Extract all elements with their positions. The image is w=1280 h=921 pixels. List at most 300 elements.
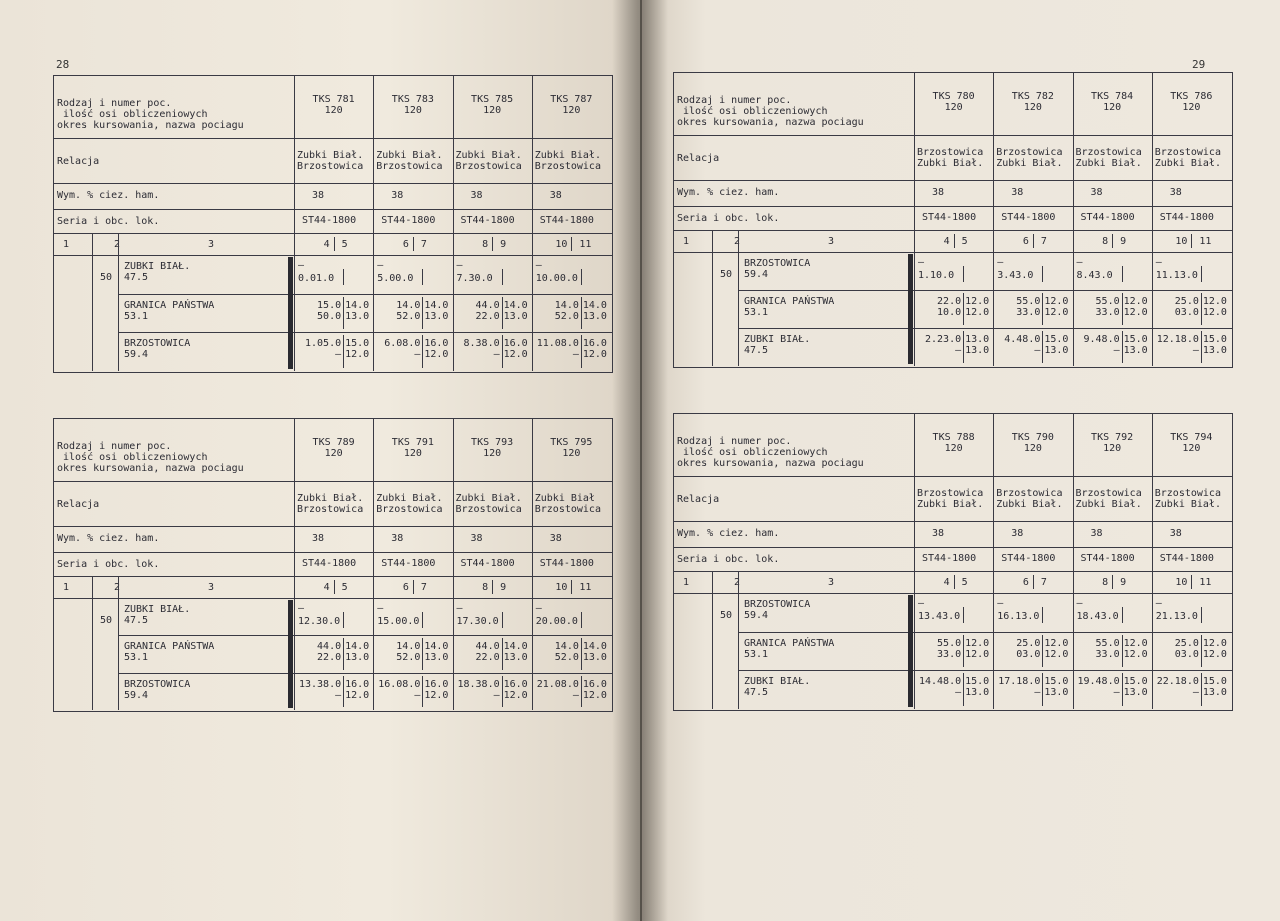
row-rule [54, 209, 612, 210]
relation-to: Brzostowica [534, 161, 601, 172]
col-rule [1033, 575, 1034, 589]
time-value: 7.30.0 [456, 273, 493, 284]
time-rule [1122, 673, 1123, 706]
relation-from: Brzostowica [1154, 147, 1221, 158]
time-rule [963, 673, 964, 706]
row-rule [54, 233, 612, 234]
time-value: 6.08.0 [384, 338, 421, 350]
relation-to: Brzostowica [376, 161, 443, 172]
time-value: 14.0 [345, 299, 370, 311]
time-value: 12.0 [1123, 637, 1148, 649]
time-value: 55.0 [1095, 296, 1120, 307]
col-number: 10 [555, 582, 568, 593]
brake-value: 38 [1011, 187, 1024, 198]
time-value: 18.43.0 [1076, 611, 1119, 622]
relation-from: Zubki Biał. [455, 150, 522, 161]
header-line: ilość osi obliczeniowych [683, 106, 828, 117]
station-rule [738, 290, 1232, 291]
time-value: – [572, 349, 579, 361]
relation-from: Zubki Biał. [376, 150, 443, 161]
brake-label: Wym. % ciez. ham. [677, 187, 780, 198]
col-rule [118, 233, 119, 371]
time-value: 13.0 [1123, 345, 1148, 356]
train-axles: 120 [483, 448, 502, 459]
time-value: 14.0 [345, 641, 370, 653]
col-number: 2 [113, 582, 121, 593]
time-dash: – [997, 257, 1004, 268]
train-axles: 120 [403, 448, 422, 459]
page-number: 29 [1192, 58, 1206, 71]
train-axles: 120 [1023, 102, 1042, 113]
relation-label: Relacja [677, 494, 720, 505]
time-value: 52.0 [396, 652, 421, 664]
time-value: 13.0 [1202, 687, 1227, 699]
time-value: 44.0 [317, 641, 342, 653]
train-axles: 120 [1182, 102, 1201, 113]
time-value: – [1113, 687, 1120, 699]
col-number: 5 [341, 582, 348, 593]
time-rule [422, 269, 423, 285]
train-number: TKS 793 [471, 437, 514, 448]
row-rule [54, 481, 612, 482]
col-rule [954, 234, 955, 248]
time-rule [1122, 607, 1123, 623]
time-value: 11.08.0 [536, 338, 579, 350]
time-rule [1201, 607, 1202, 623]
time-value: – [493, 689, 500, 701]
time-value: 13.0 [424, 652, 449, 664]
loco-value: ST44-1800 [539, 558, 594, 569]
row-rule [54, 552, 612, 553]
brake-value: 38 [549, 190, 562, 201]
time-value: 12.0 [582, 689, 607, 701]
time-rule [1201, 331, 1202, 363]
time-value: 12.0 [1202, 307, 1227, 318]
train-axles: 120 [1023, 443, 1042, 454]
relation-label: Relacja [57, 156, 100, 167]
station-km: 53.1 [744, 648, 769, 660]
time-value: 12.0 [1044, 637, 1069, 649]
time-value: 12.0 [424, 349, 449, 361]
km-marker: 50 [720, 269, 733, 280]
train-number: TKS 789 [312, 437, 355, 448]
train-axles: 120 [1182, 443, 1201, 454]
col-rule [294, 76, 295, 371]
time-value: 10.00.0 [535, 273, 578, 284]
col-rule [492, 580, 493, 594]
row-rule [674, 593, 1232, 594]
time-value: 12.0 [1202, 648, 1227, 660]
station-name: BRZOSTOWICA [744, 599, 811, 610]
time-value: 12.0 [965, 648, 990, 660]
time-value: 12.0 [1202, 637, 1227, 649]
col-number: 3 [207, 239, 215, 250]
time-dash: – [298, 260, 305, 271]
col-number: 4 [323, 239, 330, 250]
header-line: Rodzaj i numer poc. [57, 98, 172, 109]
loco-value: ST44-1800 [302, 558, 357, 569]
time-value: 52.0 [554, 652, 579, 664]
time-value: 15.00.0 [377, 616, 420, 627]
km-marker: 50 [100, 615, 113, 626]
brake-value: 38 [1090, 528, 1103, 539]
col-rule [571, 580, 572, 594]
time-value: – [572, 689, 579, 701]
time-dash: – [918, 257, 925, 268]
brake-value: 38 [391, 533, 404, 544]
station-name: GRANICA PAŃSTWA [744, 637, 835, 649]
loco-value: ST44-1800 [381, 215, 436, 226]
train-number: TKS 783 [391, 94, 434, 105]
header-line: ilość osi obliczeniowych [63, 452, 208, 463]
col-rule [1191, 575, 1192, 589]
timetable [53, 418, 613, 712]
brake-value: 38 [470, 533, 483, 544]
series-label: Seria i obc. lok. [57, 216, 160, 227]
book-gutter [612, 0, 668, 921]
relation-from: Zubki Biał. [376, 493, 443, 504]
time-value: 1.05.0 [305, 338, 342, 350]
brake-value: 38 [1169, 528, 1182, 539]
col-number: 2 [113, 239, 121, 250]
time-rule [1201, 673, 1202, 706]
time-value: 1.10.0 [918, 270, 955, 281]
col-number: 1 [682, 577, 690, 588]
time-value: 16.0 [424, 678, 449, 690]
time-rule [422, 638, 423, 669]
row-rule [674, 521, 1232, 522]
time-value: – [335, 689, 342, 701]
time-value: 3.43.0 [997, 270, 1034, 281]
ruling-bar [288, 600, 293, 708]
station-name: BRZOSTOWICA [124, 338, 191, 350]
col-number: 1 [62, 239, 70, 250]
col-number: 6 [402, 239, 409, 250]
time-rule [581, 612, 582, 628]
time-value: 03.0 [1174, 307, 1199, 318]
time-dash: – [298, 603, 305, 614]
time-value: 14.0 [582, 299, 607, 311]
time-value: 13.38.0 [298, 678, 342, 690]
time-value: 03.0 [1174, 648, 1199, 660]
time-rule [1122, 293, 1123, 325]
time-value: 14.0 [503, 641, 528, 653]
relation-to: Brzostowica [297, 504, 364, 515]
time-value: 14.0 [396, 299, 421, 311]
relation-from: Brzostowica [996, 488, 1063, 499]
relation-from: Zubki Biał. [455, 493, 522, 504]
time-rule [502, 612, 503, 628]
col-number: 5 [961, 577, 968, 588]
time-value: – [414, 349, 421, 361]
time-value: 0.01.0 [298, 273, 335, 284]
time-value: 12.0 [503, 349, 528, 361]
header-line: okres kursowania, nazwa pociagu [57, 463, 244, 474]
col-number: 5 [341, 239, 348, 250]
time-value: 12.0 [1123, 648, 1148, 660]
time-value: 50.0 [317, 310, 342, 322]
relation-from: Brzostowica [1075, 488, 1142, 499]
station-km: 53.1 [124, 310, 149, 322]
col-rule [453, 419, 454, 710]
timetable [673, 413, 1233, 711]
time-rule [963, 266, 964, 282]
train-axles: 120 [562, 448, 581, 459]
col-rule [453, 76, 454, 371]
header-line: okres kursowania, nazwa pociagu [677, 458, 864, 469]
train-number: TKS 782 [1011, 91, 1054, 102]
time-dash: – [1076, 257, 1083, 268]
time-dash: – [1076, 598, 1083, 609]
row-rule [54, 255, 612, 256]
time-value: 13.0 [345, 310, 370, 322]
time-value: 33.0 [1095, 648, 1120, 660]
train-axles: 120 [324, 105, 343, 116]
col-rule [92, 233, 93, 371]
loco-value: ST44-1800 [460, 215, 515, 226]
station-km: 53.1 [744, 307, 769, 318]
col-number: 9 [1120, 236, 1127, 247]
station-name: BRZOSTOWICA [124, 678, 191, 690]
train-axles: 120 [1103, 102, 1122, 113]
time-rule [502, 335, 503, 368]
relation-from: Brzostowica [996, 147, 1063, 158]
row-rule [674, 180, 1232, 181]
header-line: okres kursowania, nazwa pociagu [57, 120, 244, 131]
time-value: 15.0 [345, 338, 370, 350]
row-rule [674, 547, 1232, 548]
brake-value: 38 [1169, 187, 1182, 198]
train-number: TKS 781 [312, 94, 355, 105]
time-rule [422, 676, 423, 707]
col-rule [118, 576, 119, 710]
station-name: GRANICA PAŃSTWA [744, 296, 835, 307]
time-rule [1201, 293, 1202, 325]
time-value: 22.18.0 [1156, 676, 1199, 688]
loco-value: ST44-1800 [1001, 212, 1056, 223]
time-value: 25.0 [1016, 637, 1041, 649]
time-value: 11.13.0 [1155, 270, 1198, 281]
station-rule [118, 332, 612, 333]
loco-value: ST44-1800 [460, 558, 515, 569]
time-value: 15.0 [965, 676, 990, 688]
page-number: 28 [56, 58, 70, 71]
time-rule [581, 638, 582, 669]
series-label: Seria i obc. lok. [57, 559, 160, 570]
time-rule [343, 335, 344, 368]
km-marker: 50 [100, 272, 113, 283]
time-value: 21.13.0 [1155, 611, 1198, 622]
relation-to: Brzostowica [297, 161, 364, 172]
time-value: 25.0 [1174, 637, 1199, 649]
time-value: 2.23.0 [925, 334, 962, 345]
station-rule [738, 328, 1232, 329]
relation-from: Brzostowica [1075, 147, 1142, 158]
time-value: 13.0 [965, 687, 990, 699]
col-number: 4 [323, 582, 330, 593]
train-number: TKS 787 [550, 94, 593, 105]
time-dash: – [377, 603, 384, 614]
col-number: 11 [579, 239, 592, 250]
station-km: 59.4 [744, 269, 769, 280]
time-value: 14.0 [424, 641, 449, 653]
relation-from: Zubki Biał. [534, 150, 601, 161]
col-rule [1112, 234, 1113, 248]
loco-value: ST44-1800 [1080, 553, 1135, 564]
time-value: 14.0 [396, 641, 421, 653]
time-value: 16.0 [582, 678, 607, 690]
relation-to: Brzostowica [376, 504, 443, 515]
col-rule [571, 237, 572, 251]
col-number: 3 [207, 582, 215, 593]
time-dash: – [997, 598, 1004, 609]
col-rule [373, 419, 374, 710]
relation-from: Zubki Biał. [297, 493, 364, 504]
time-rule [1201, 266, 1202, 282]
brake-value: 38 [312, 190, 325, 201]
time-value: 13.0 [503, 310, 528, 322]
train-axles: 120 [1103, 443, 1122, 454]
col-number: 1 [62, 582, 70, 593]
time-value: 12.0 [1044, 307, 1069, 318]
time-value: 15.0 [1202, 676, 1227, 688]
time-rule [963, 635, 964, 668]
relation-label: Relacja [57, 499, 100, 510]
brake-value: 38 [932, 528, 945, 539]
row-rule [674, 206, 1232, 207]
relation-to: Brzostowica [455, 161, 522, 172]
time-rule [422, 335, 423, 368]
time-value: 44.0 [475, 641, 500, 653]
row-rule [54, 183, 612, 184]
time-dash: – [456, 603, 463, 614]
train-axles: 120 [403, 105, 422, 116]
row-rule [674, 476, 1232, 477]
relation-to: Zubki Biał. [1075, 499, 1142, 510]
time-value: 16.13.0 [997, 611, 1040, 622]
time-value: 16.0 [345, 678, 370, 690]
station-rule [738, 670, 1232, 671]
col-number: 7 [420, 582, 427, 593]
station-name: GRANICA PAŃSTWA [124, 641, 215, 653]
time-value: 12.0 [965, 637, 990, 649]
brake-value: 38 [1011, 528, 1024, 539]
time-value: 14.48.0 [918, 676, 962, 688]
time-rule [502, 638, 503, 669]
train-axles: 120 [944, 102, 963, 113]
col-rule [738, 230, 739, 366]
station-rule [118, 673, 612, 674]
col-rule [532, 419, 533, 710]
series-label: Seria i obc. lok. [677, 554, 780, 565]
time-value: – [955, 345, 962, 356]
col-number: 7 [1040, 236, 1047, 247]
loco-value: ST44-1800 [302, 215, 357, 226]
time-value: 13.0 [424, 310, 449, 322]
time-value: 33.0 [937, 648, 962, 660]
col-rule [712, 230, 713, 366]
station-km: 59.4 [124, 689, 149, 701]
ruling-bar [908, 595, 913, 707]
time-rule [1042, 266, 1043, 282]
train-number: TKS 790 [1011, 432, 1054, 443]
series-label: Seria i obc. lok. [677, 213, 780, 224]
train-number: TKS 784 [1091, 91, 1134, 102]
km-marker: 50 [720, 610, 733, 621]
col-rule [1112, 575, 1113, 589]
time-value: – [493, 349, 500, 361]
time-value: 18.38.0 [457, 678, 500, 690]
row-rule [674, 135, 1232, 136]
time-value: 14.0 [424, 299, 449, 311]
col-number: 6 [1022, 236, 1029, 247]
relation-to: Zubki Biał. [1154, 158, 1221, 169]
ruling-bar [908, 254, 913, 364]
time-value: 12.0 [503, 689, 528, 701]
time-value: 52.0 [396, 310, 421, 322]
row-rule [54, 526, 612, 527]
row-rule [674, 230, 1232, 231]
station-name: ZUBKI BIAŁ. [744, 676, 811, 688]
time-value: 13.0 [1123, 687, 1148, 699]
col-number: 1 [682, 236, 690, 247]
row-rule [54, 576, 612, 577]
col-number: 8 [482, 582, 489, 593]
time-value: 16.08.0 [378, 678, 421, 690]
col-number: 4 [943, 236, 950, 247]
relation-from: Brzostowica [917, 147, 984, 158]
col-number: 11 [1199, 236, 1212, 247]
train-axles: 120 [324, 448, 343, 459]
time-value: 55.0 [1016, 296, 1041, 307]
time-value: 20.00.0 [535, 616, 578, 627]
station-rule [118, 294, 612, 295]
ruling-bar [288, 257, 293, 369]
right-page [642, 0, 1280, 921]
col-rule [954, 575, 955, 589]
col-rule [1073, 73, 1074, 366]
time-rule [581, 335, 582, 368]
col-number: 6 [1022, 577, 1029, 588]
timetable [673, 72, 1233, 368]
time-value: 5.00.0 [377, 273, 414, 284]
time-value: – [1192, 687, 1199, 699]
col-number: 2 [733, 236, 741, 247]
time-value: – [1192, 345, 1199, 356]
station-name: ZUBKI BIAŁ. [124, 261, 191, 272]
loco-value: ST44-1800 [539, 215, 594, 226]
time-value: 13.0 [1044, 345, 1069, 356]
col-number: 6 [402, 582, 409, 593]
time-rule [422, 612, 423, 628]
time-value: 12.0 [1044, 296, 1069, 307]
col-number: 11 [579, 582, 592, 593]
time-rule [1122, 266, 1123, 282]
col-rule [413, 237, 414, 251]
col-number: 4 [943, 577, 950, 588]
time-value: 4.48.0 [1004, 334, 1041, 345]
time-value: 12.0 [1123, 296, 1148, 307]
header-line: ilość osi obliczeniowych [63, 109, 208, 120]
time-rule [1122, 635, 1123, 668]
col-number: 10 [555, 239, 568, 250]
time-rule [1042, 673, 1043, 706]
time-value: 44.0 [475, 299, 500, 311]
time-rule [1122, 331, 1123, 363]
col-rule [993, 73, 994, 366]
time-value: 55.0 [937, 637, 962, 649]
time-value: 12.0 [1202, 296, 1227, 307]
